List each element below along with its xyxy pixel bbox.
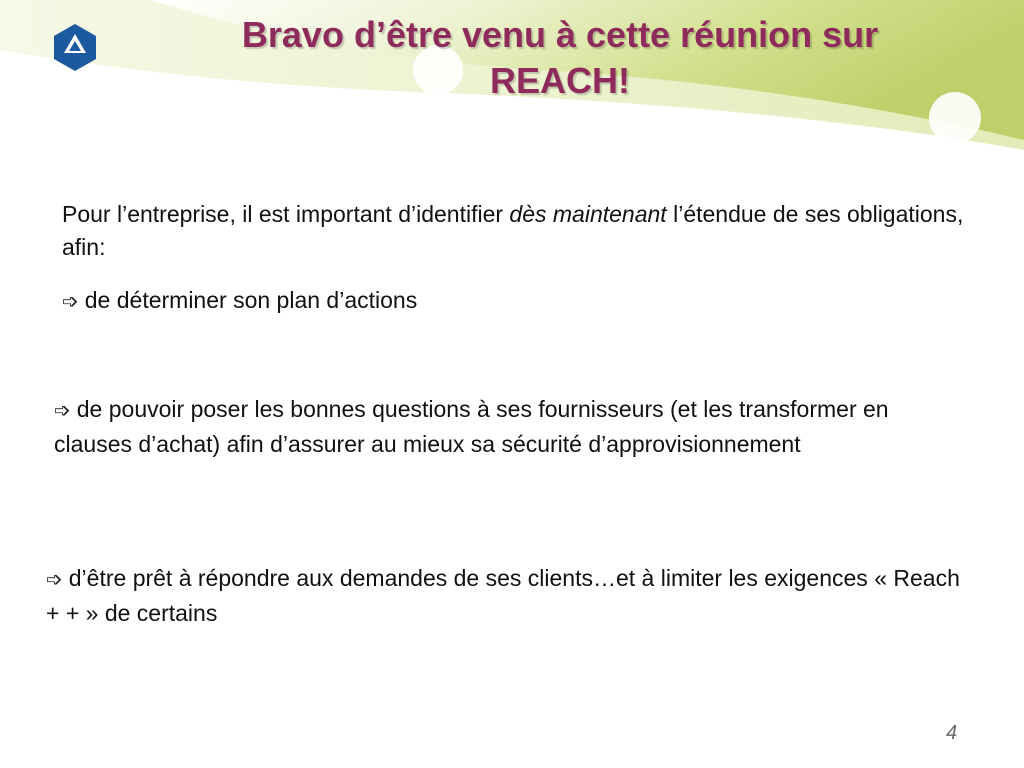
title-line-1: Bravo d’être venu à cette réunion sur [241,14,879,55]
arrow-right-icon: ➩ [62,291,79,313]
page-number: 4 [946,722,958,744]
title-line-2: REACH! [490,60,630,101]
intro-emphasis: dès maintenant [509,201,667,227]
bullet-text-1: de déterminer son plan d’actions [84,287,418,313]
intro-text-part-2: l’étendue de ses obligations, afin: [62,201,964,260]
intro-paragraph [62,198,992,264]
intro-text-part-1: Pour l’entreprise, il est important d’identifier [62,201,510,227]
bullet-item-1 [62,284,962,319]
triangle-emblem-icon [52,22,98,72]
arrow-right-icon: ➩ [54,400,71,422]
bullet-text-2: de pouvoir poser les bonnes questions à ses fournisseurs (et les transformer en clauses d’achat) afin d’assurer au mieux sa sécurité d’approvisionnement [54,396,889,457]
bullet-text-3: d’être prêt à répondre aux demandes de ses clients…et à limiter les exigences « Reach + + » de certains [46,565,960,626]
bullet-item-3 [46,562,976,630]
bullet-item-2 [54,393,954,461]
slide-title [170,12,950,104]
arrow-right-icon: ➩ [46,569,63,591]
